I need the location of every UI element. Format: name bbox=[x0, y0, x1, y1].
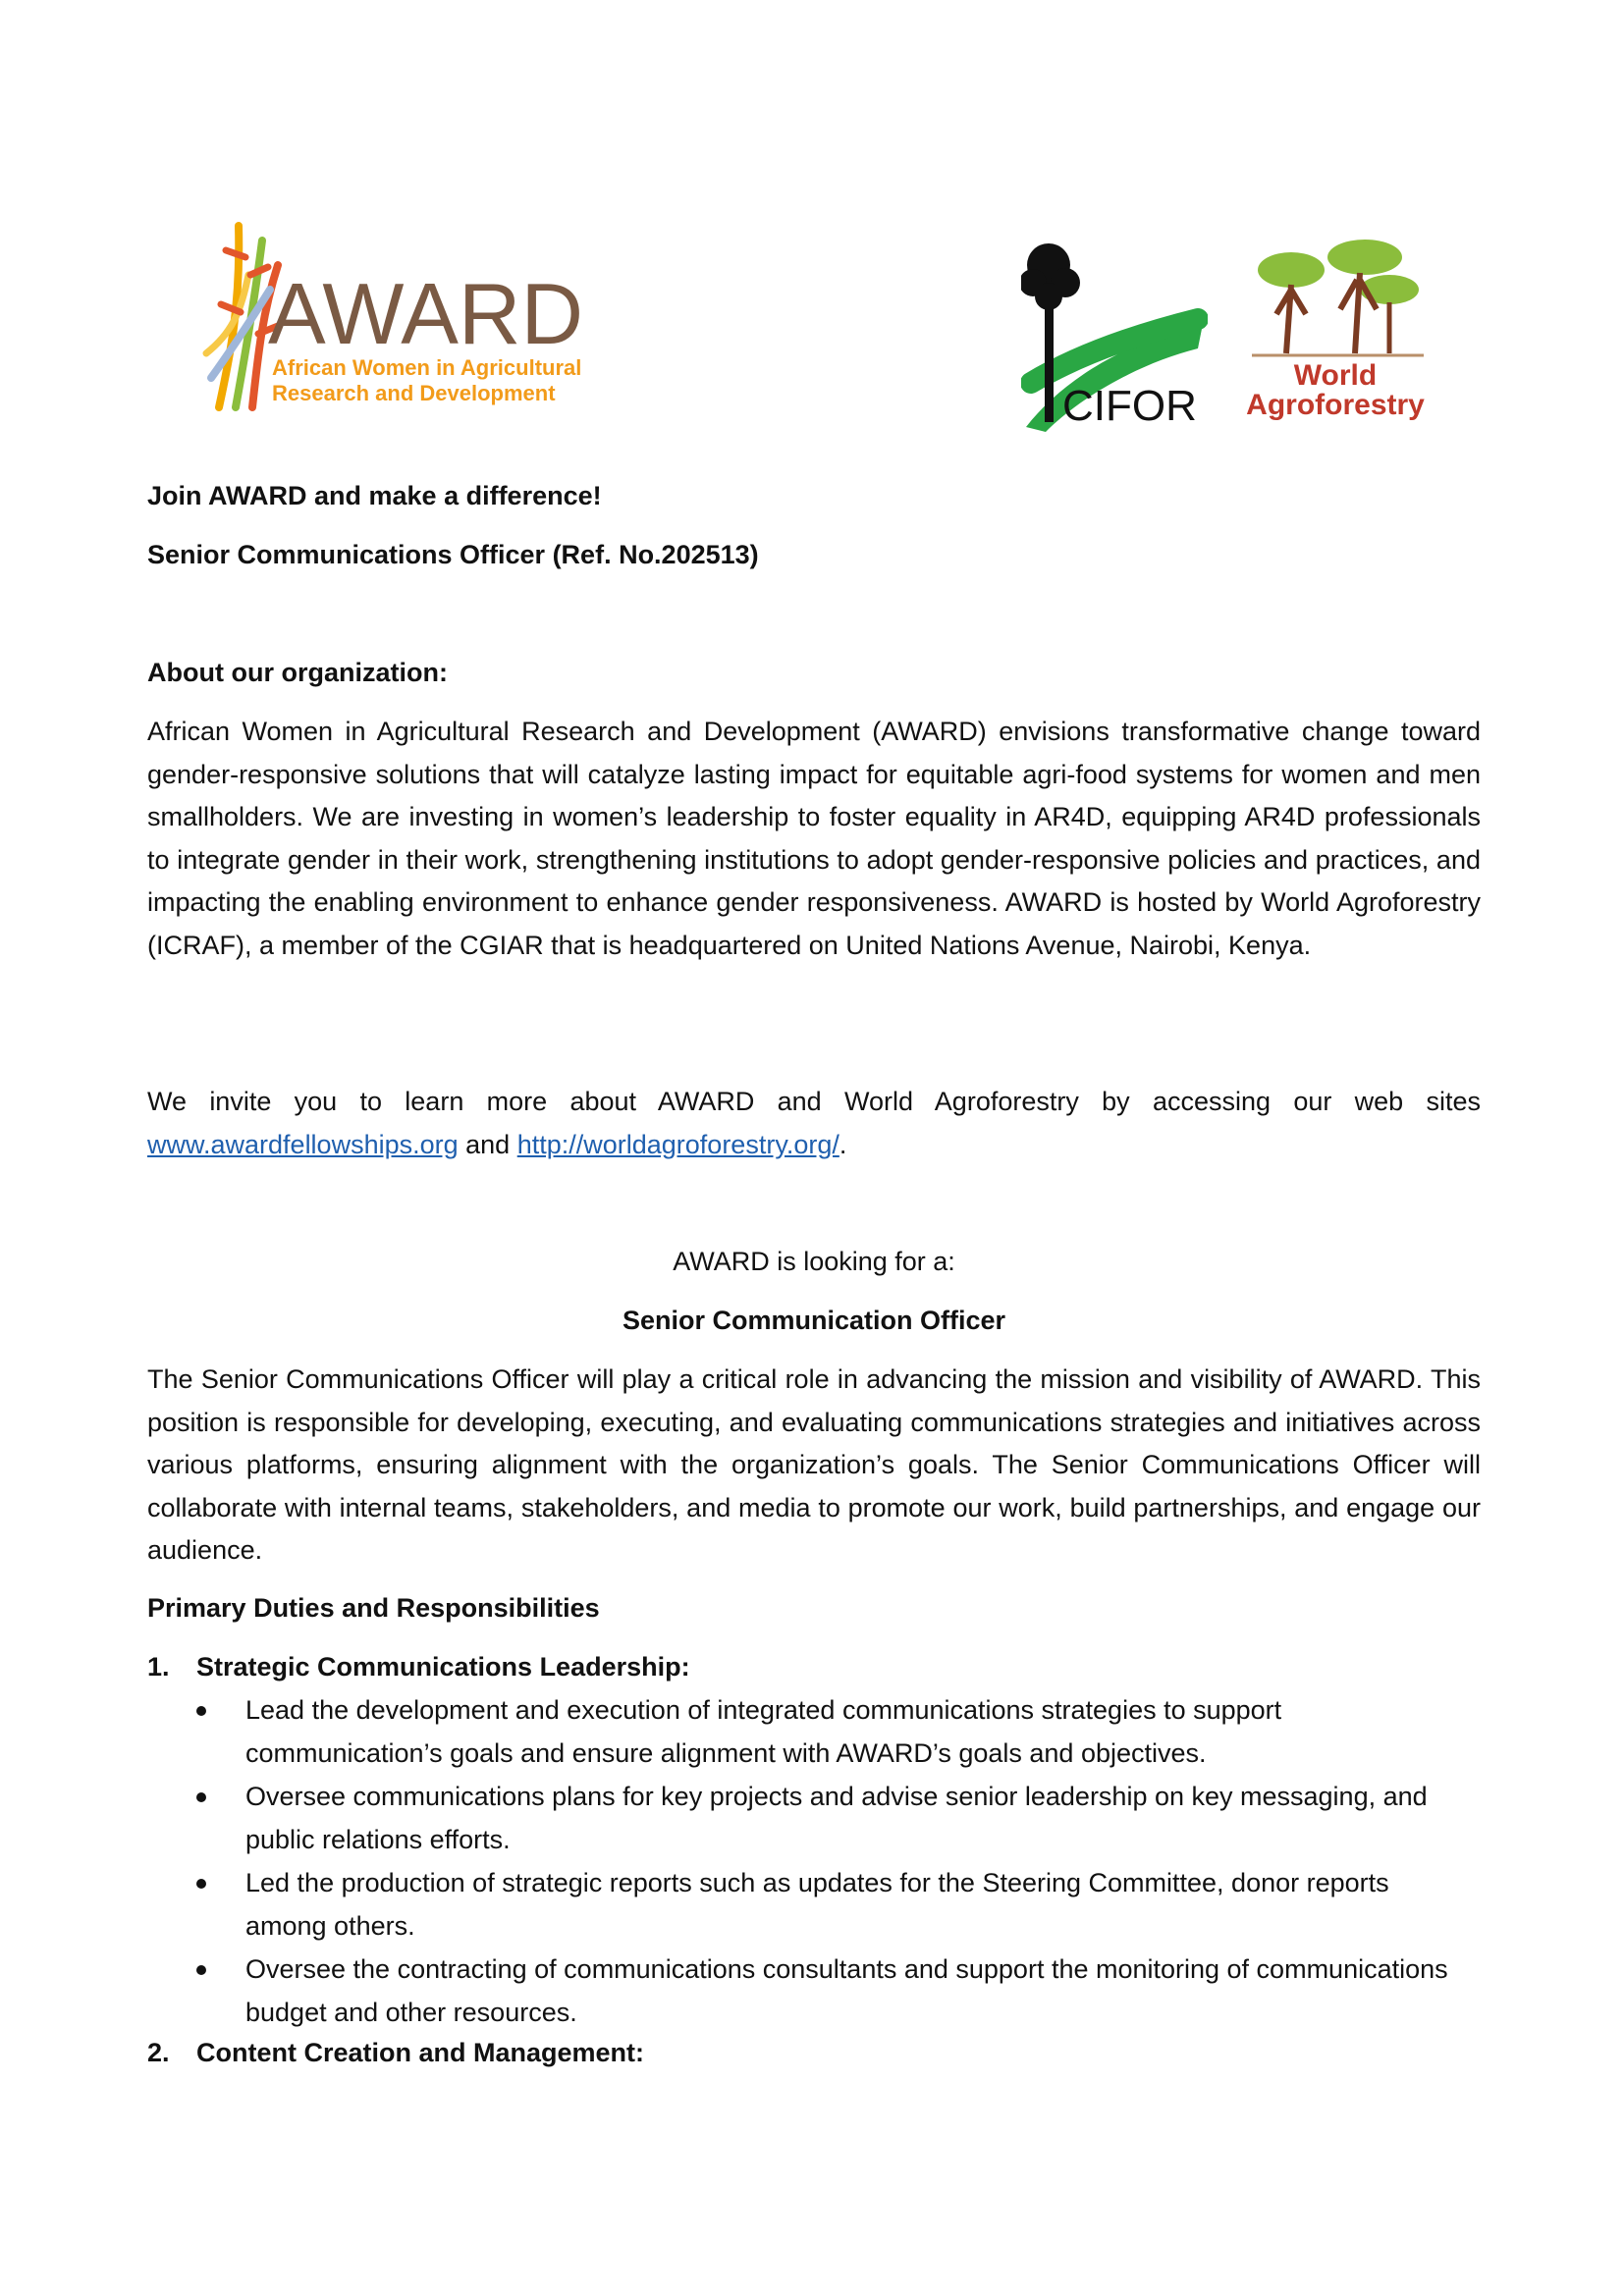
invite-text-between: and bbox=[458, 1129, 517, 1159]
bullet-icon bbox=[196, 1879, 206, 1889]
bullet-text: Led the production of strategic reports such as updates for the Steering Committee, donor reports among others. bbox=[245, 1868, 1389, 1941]
award-wordmark: AWARD bbox=[268, 265, 584, 362]
job-title: Senior Communication Officer bbox=[622, 1306, 1006, 1335]
section-1-bullet-list bbox=[147, 1689, 1463, 2034]
invite-text-end: . bbox=[839, 1129, 847, 1159]
bullet-text: Oversee communications plans for key projects and advise senior leadership on key messaging, and public relations efforts. bbox=[245, 1782, 1428, 1854]
bullet-icon bbox=[196, 1792, 206, 1802]
section-1-number: 1. bbox=[147, 1652, 170, 1682]
section-2-number: 2. bbox=[147, 2038, 170, 2067]
about-heading: About our organization: bbox=[147, 658, 448, 687]
cifor-logo bbox=[1021, 236, 1208, 437]
award-website-link[interactable]: www.awardfellowships.org bbox=[147, 1129, 459, 1159]
looking-for-intro: AWARD is looking for a: bbox=[673, 1247, 955, 1276]
about-paragraph: African Women in Agricultural Research and Development (AWARD) envisions transformative change toward gender-responsive solutions that will catalyze lasting impact for equitable agri-food systems for women and men smallholders. We are investing in women’s leadership to foster equality in AR4D, equipping AR4D professionals to integrate gender in their work, strengthening institutions to adopt gender-responsive policies and practices, and impacting the enabling environment to enhance gender responsiveness. AWARD is hosted by World Agroforestry (ICRAF), a member of the CGIAR that is headquartered on United Nations Avenue, Nairobi, Kenya. bbox=[147, 717, 1481, 960]
bullet-icon bbox=[196, 1706, 206, 1716]
section-1-title: Strategic Communications Leadership: bbox=[196, 1652, 690, 1682]
list-item bbox=[147, 1689, 1463, 1775]
invite-text: We invite you to learn more about AWARD and World Agroforestry by accessing our web sites bbox=[147, 1087, 1481, 1116]
list-item bbox=[147, 1862, 1463, 1948]
list-item bbox=[147, 1949, 1463, 2034]
icraf-website-link[interactable]: http://worldagroforestry.org/ bbox=[516, 1129, 839, 1159]
award-logo-line2: Research and Development bbox=[272, 381, 556, 405]
section-2-title: Content Creation and Management: bbox=[196, 2038, 645, 2067]
award-logo-line1: African Women in Agricultural bbox=[272, 355, 582, 380]
tagline: Join AWARD and make a difference! bbox=[147, 481, 602, 510]
bullet-text: Lead the development and execution of integrated communications strategies to support communication’s goals and ensure alignment with AWARD’s goals and objectives. bbox=[245, 1695, 1282, 1768]
icraf-logo-line1: World bbox=[1293, 359, 1378, 392]
position-reference: Senior Communications Officer (Ref. No.202513) bbox=[147, 540, 759, 569]
section-2-heading bbox=[147, 2032, 644, 2075]
list-item bbox=[147, 1776, 1463, 1861]
invite-paragraph bbox=[147, 1081, 1481, 1166]
bullet-text: Oversee the contracting of communications consultants and support the monitoring of communications budget and other resources. bbox=[245, 1954, 1448, 2027]
job-description: The Senior Communications Officer will play a critical role in advancing the mission and visibility of AWARD. This position is responsible for developing, executing, and evaluating communications strategies and initiatives across various platforms, ensuring alignment with the organization’s goals. The Senior Communications Officer will collaborate with internal teams, stakeholders, and media to promote our work, build partnerships, and engage our audience. bbox=[147, 1364, 1481, 1565]
bullet-icon bbox=[196, 1965, 206, 1975]
world-agroforestry-logo bbox=[1247, 236, 1429, 422]
duties-heading: Primary Duties and Responsibilities bbox=[147, 1593, 600, 1623]
award-logo bbox=[201, 206, 594, 417]
icraf-logo-line2: Agroforestry bbox=[1247, 389, 1425, 421]
cifor-wordmark: CIFOR bbox=[1062, 382, 1197, 430]
section-1-heading bbox=[147, 1646, 690, 1689]
